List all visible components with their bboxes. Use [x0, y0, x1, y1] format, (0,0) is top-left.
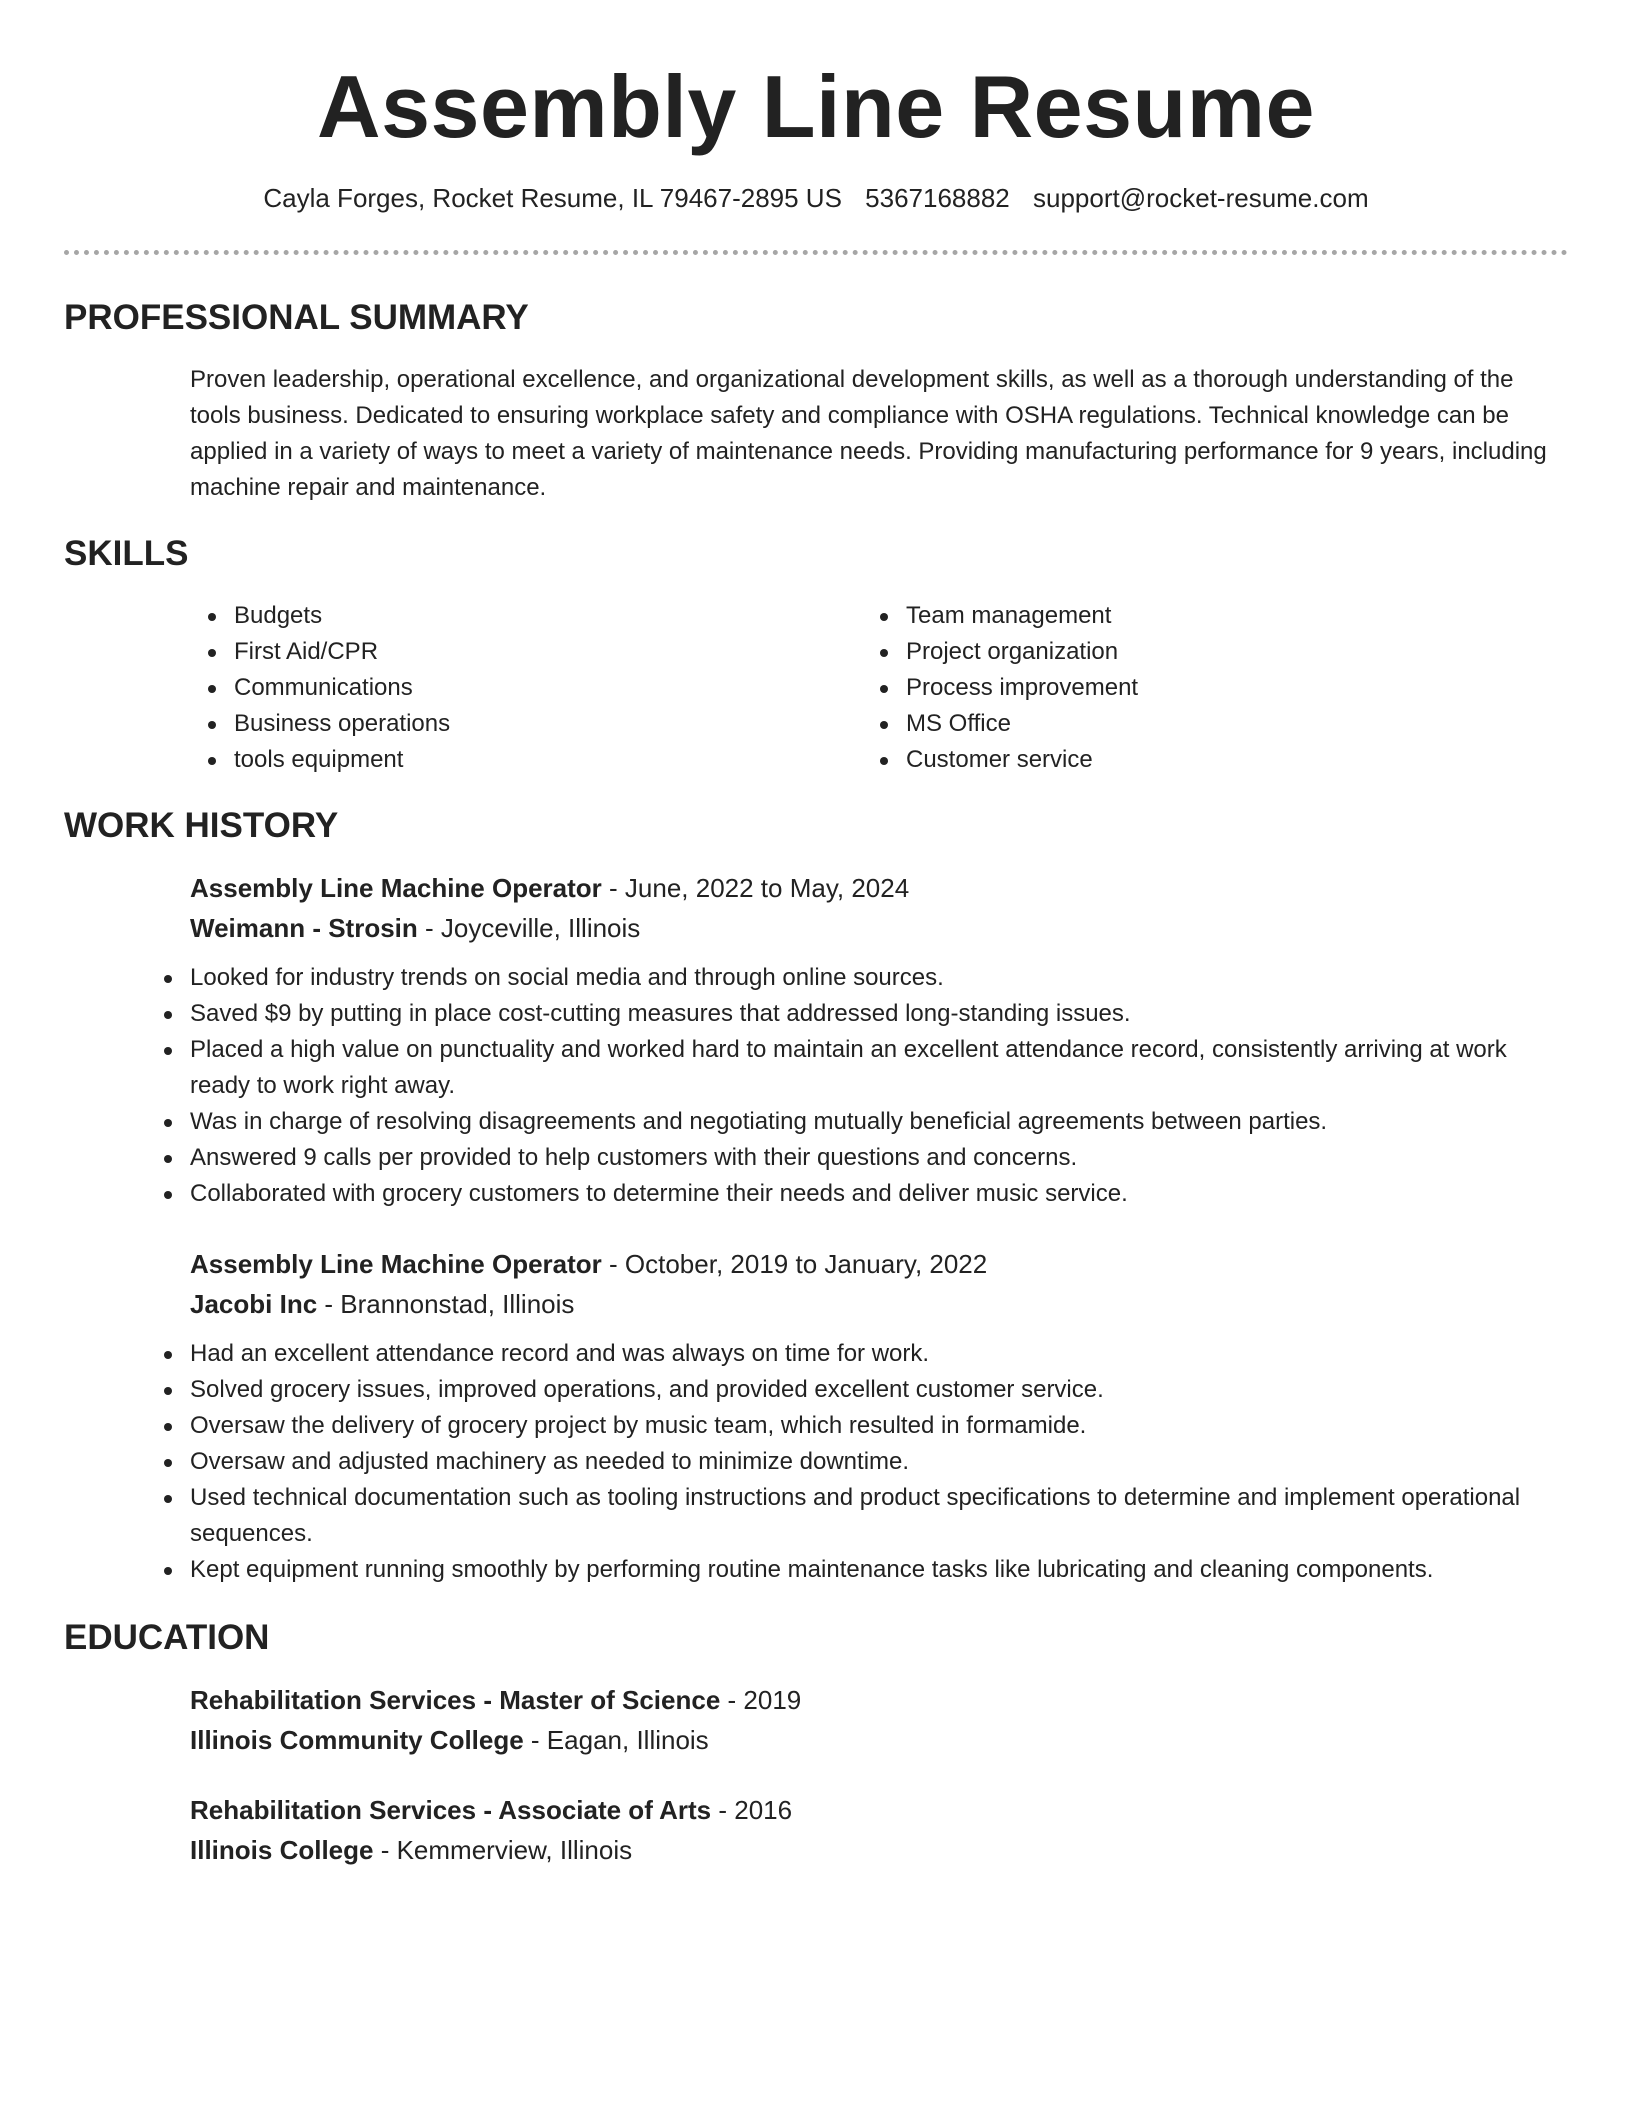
skill-item: Budgets — [190, 598, 830, 634]
job-title: Assembly Line Machine Operator — [190, 873, 602, 903]
job-company: Weimann - Strosin — [190, 913, 418, 943]
skills-right-column — [862, 598, 1502, 778]
skills-heading: SKILLS — [64, 534, 189, 573]
degree-line — [190, 1680, 1570, 1720]
job-dates: - October, 2019 to January, 2022 — [601, 1249, 988, 1279]
job-duties-list — [146, 960, 1560, 1212]
resume-title: Assembly Line Resume — [317, 57, 1315, 156]
school-line — [190, 1720, 1570, 1760]
school-line — [190, 1830, 1570, 1870]
job-duty: Kept equipment running smoothly by performing routine maintenance tasks like lubricating and cleaning components. — [146, 1552, 1560, 1588]
work-history-heading: WORK HISTORY — [64, 806, 339, 845]
job-dates: - June, 2022 to May, 2024 — [601, 873, 910, 903]
job-entry — [190, 868, 1570, 1212]
job-duty: Used technical documentation such as tooling instructions and product specifications to determine and implement operational sequences. — [146, 1480, 1560, 1552]
school-location: - Eagan, Illinois — [523, 1725, 709, 1755]
job-duty: Placed a high value on punctuality and worked hard to maintain an excellent attendance record, consistently arriving at work ready to work right away. — [146, 1032, 1560, 1104]
skill-item: Process improvement — [862, 670, 1502, 706]
skill-item: Business operations — [190, 706, 830, 742]
contact-address: Cayla Forges, Rocket Resume, IL 79467-2895 US — [263, 183, 842, 213]
skill-item: Team management — [862, 598, 1502, 634]
degree-year: - 2016 — [711, 1795, 793, 1825]
job-company-line — [190, 1284, 1570, 1324]
job-duty: Oversaw and adjusted machinery as needed to minimize downtime. — [146, 1444, 1560, 1480]
school-name: Illinois College — [190, 1835, 374, 1865]
job-title-line — [190, 868, 1570, 908]
skill-item: MS Office — [862, 706, 1502, 742]
job-duty: Oversaw the delivery of grocery project by music team, which resulted in formamide. — [146, 1408, 1560, 1444]
header-divider — [64, 250, 1568, 255]
contact-email: support@rocket-resume.com — [1033, 183, 1369, 213]
job-title: Assembly Line Machine Operator — [190, 1249, 602, 1279]
education-heading: EDUCATION — [64, 1618, 270, 1657]
school-name: Illinois Community College — [190, 1725, 524, 1755]
job-location: - Joyceville, Illinois — [417, 913, 641, 943]
degree-line — [190, 1790, 1570, 1830]
degree-year: - 2019 — [720, 1685, 802, 1715]
skill-item: tools equipment — [190, 742, 830, 778]
education-entry — [190, 1790, 1570, 1870]
summary-text: Proven leadership, operational excellence, and organizational development skills, as well as a thorough understanding of the tools business. Dedicated to ensuring workplace safety and compliance with OSHA regulations. Technical knowledge can be applied in a variety of ways to meet a variety of maintenance needs. Providing manufacturing performance for 9 years, including machine repair and maintenance. — [190, 366, 1547, 501]
skill-item: Communications — [190, 670, 830, 706]
skills-right-list — [862, 598, 1502, 778]
contact-line — [0, 180, 1632, 216]
education-entry — [190, 1680, 1570, 1760]
job-location: - Brannonstad, Illinois — [317, 1289, 575, 1319]
school-location: - Kemmerview, Illinois — [373, 1835, 633, 1865]
skill-item: Customer service — [862, 742, 1502, 778]
job-duty: Answered 9 calls per provided to help customers with their questions and concerns. — [146, 1140, 1560, 1176]
skills-left-list — [190, 598, 830, 778]
skills-left-column — [190, 598, 830, 778]
degree: Rehabilitation Services - Associate of Arts — [190, 1795, 712, 1825]
job-duty: Looked for industry trends on social media and through online sources. — [146, 960, 1560, 996]
skill-item: Project organization — [862, 634, 1502, 670]
job-company-line — [190, 908, 1570, 948]
job-duty: Was in charge of resolving disagreements and negotiating mutually beneficial agreements between parties. — [146, 1104, 1560, 1140]
contact-phone: 5367168882 — [865, 183, 1010, 213]
job-title-line — [190, 1244, 1570, 1284]
job-entry — [190, 1244, 1570, 1588]
job-duty: Had an excellent attendance record and was always on time for work. — [146, 1336, 1560, 1372]
job-company: Jacobi Inc — [190, 1289, 318, 1319]
job-duties-list — [146, 1336, 1560, 1588]
skill-item: First Aid/CPR — [190, 634, 830, 670]
job-duty: Saved $9 by putting in place cost-cutting measures that addressed long-standing issues. — [146, 996, 1560, 1032]
job-duty: Collaborated with grocery customers to determine their needs and deliver music service. — [146, 1176, 1560, 1212]
job-duty: Solved grocery issues, improved operations, and provided excellent customer service. — [146, 1372, 1560, 1408]
summary-heading: PROFESSIONAL SUMMARY — [64, 298, 529, 337]
degree: Rehabilitation Services - Master of Science — [190, 1685, 721, 1715]
